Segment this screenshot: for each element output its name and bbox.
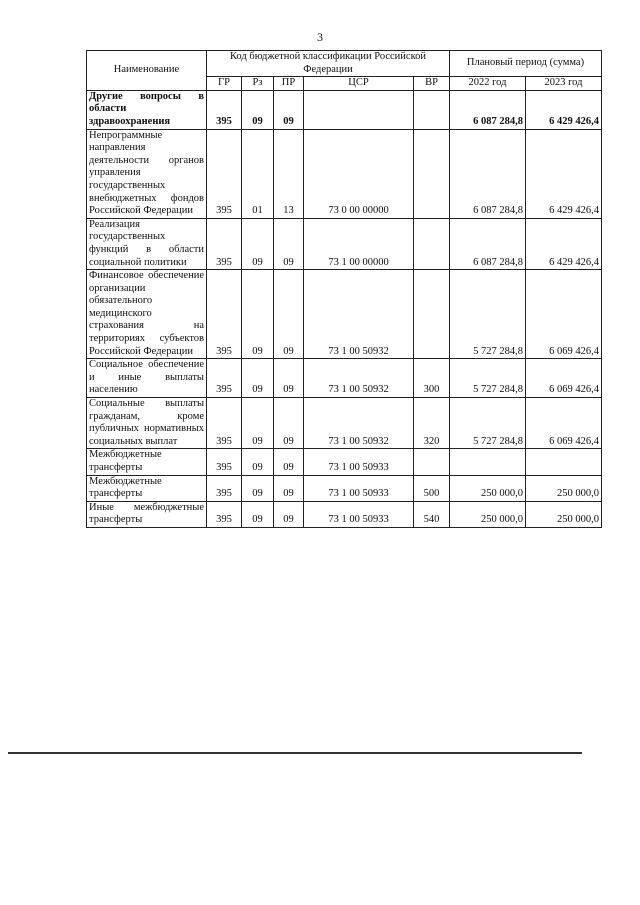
row-rz: 09 <box>242 90 274 129</box>
row-name: Иные межбюджетные трансферты <box>87 501 207 527</box>
row-2023: 250 000,0 <box>526 501 602 527</box>
row-csr: 73 1 00 50933 <box>304 501 414 527</box>
row-csr: 73 1 00 50932 <box>304 359 414 398</box>
row-2023: 6 429 426,4 <box>526 218 602 269</box>
table-row <box>87 90 602 129</box>
header-code-group: Код бюджетной классификации Российской Федерации <box>207 51 450 77</box>
row-name: Социальное обеспечение и иные выплаты населению <box>87 359 207 398</box>
row-name: Непрограммные направления деятельности органов управления государственных внебюджетных фондов Российской Федерации <box>87 129 207 218</box>
header-2022: 2022 год <box>450 77 526 91</box>
row-pr: 13 <box>274 129 304 218</box>
row-rz: 09 <box>242 359 274 398</box>
row-name: Социальные выплаты гражданам, кроме публичных нормативных социальных выплат <box>87 398 207 449</box>
row-2022: 6 087 284,8 <box>450 218 526 269</box>
table-row <box>87 218 602 269</box>
row-vr <box>414 218 450 269</box>
row-pr: 09 <box>274 501 304 527</box>
row-rz: 09 <box>242 218 274 269</box>
row-vr <box>414 270 450 359</box>
header-gr: ГР <box>207 77 242 91</box>
row-gr: 395 <box>207 398 242 449</box>
row-2023: 6 069 426,4 <box>526 359 602 398</box>
footer-divider <box>8 752 582 754</box>
row-csr: 73 1 00 00000 <box>304 218 414 269</box>
row-2022: 5 727 284,8 <box>450 359 526 398</box>
row-gr: 395 <box>207 449 242 475</box>
row-gr: 395 <box>207 501 242 527</box>
row-2023: 250 000,0 <box>526 475 602 501</box>
table-row <box>87 398 602 449</box>
table-row <box>87 359 602 398</box>
row-csr <box>304 90 414 129</box>
row-csr: 73 1 00 50933 <box>304 449 414 475</box>
row-vr: 540 <box>414 501 450 527</box>
row-gr: 395 <box>207 129 242 218</box>
table-row <box>87 129 602 218</box>
row-vr <box>414 129 450 218</box>
row-2022: 6 087 284,8 <box>450 129 526 218</box>
table-row <box>87 449 602 475</box>
row-pr: 09 <box>274 359 304 398</box>
row-csr: 73 1 00 50932 <box>304 270 414 359</box>
row-name: Реализация государственных функций в области социальной политики <box>87 218 207 269</box>
row-2022: 5 727 284,8 <box>450 398 526 449</box>
row-gr: 395 <box>207 90 242 129</box>
row-rz: 09 <box>242 501 274 527</box>
header-rz: Рз <box>242 77 274 91</box>
row-2023: 6 429 426,4 <box>526 90 602 129</box>
row-name: Финансовое обеспечение организации обязательного медицинского страхования на территориях субъектов Российской Федерации <box>87 270 207 359</box>
row-csr: 73 0 00 00000 <box>304 129 414 218</box>
row-2022: 250 000,0 <box>450 475 526 501</box>
row-2023: 6 069 426,4 <box>526 398 602 449</box>
row-pr: 09 <box>274 449 304 475</box>
row-csr: 73 1 00 50933 <box>304 475 414 501</box>
row-2022: 250 000,0 <box>450 501 526 527</box>
row-rz: 01 <box>242 129 274 218</box>
row-name: Межбюджетные трансферты <box>87 475 207 501</box>
header-2023: 2023 год <box>526 77 602 91</box>
row-2023: 6 429 426,4 <box>526 129 602 218</box>
row-gr: 395 <box>207 359 242 398</box>
table-row <box>87 270 602 359</box>
row-vr <box>414 90 450 129</box>
row-name: Другие вопросы в области здравоохранения <box>87 90 207 129</box>
row-2023: 6 069 426,4 <box>526 270 602 359</box>
row-rz: 09 <box>242 449 274 475</box>
row-pr: 09 <box>274 270 304 359</box>
row-2022 <box>450 449 526 475</box>
header-vr: ВР <box>414 77 450 91</box>
table-row <box>87 475 602 501</box>
row-pr: 09 <box>274 398 304 449</box>
header-csr: ЦСР <box>304 77 414 91</box>
row-gr: 395 <box>207 270 242 359</box>
row-rz: 09 <box>242 475 274 501</box>
row-gr: 395 <box>207 475 242 501</box>
row-pr: 09 <box>274 218 304 269</box>
page-number: 3 <box>317 30 323 44</box>
table-row <box>87 501 602 527</box>
row-vr: 300 <box>414 359 450 398</box>
row-rz: 09 <box>242 270 274 359</box>
row-2023 <box>526 449 602 475</box>
row-rz: 09 <box>242 398 274 449</box>
row-vr: 500 <box>414 475 450 501</box>
row-2022: 5 727 284,8 <box>450 270 526 359</box>
row-csr: 73 1 00 50932 <box>304 398 414 449</box>
header-plan-group: Плановый период (сумма) <box>450 51 602 77</box>
row-gr: 395 <box>207 218 242 269</box>
header-name: Наименование <box>87 51 207 91</box>
row-pr: 09 <box>274 475 304 501</box>
row-name: Межбюджетные трансферты <box>87 449 207 475</box>
row-pr: 09 <box>274 90 304 129</box>
header-pr: ПР <box>274 77 304 91</box>
budget-table <box>86 50 602 528</box>
row-2022: 6 087 284,8 <box>450 90 526 129</box>
row-vr <box>414 449 450 475</box>
row-vr: 320 <box>414 398 450 449</box>
